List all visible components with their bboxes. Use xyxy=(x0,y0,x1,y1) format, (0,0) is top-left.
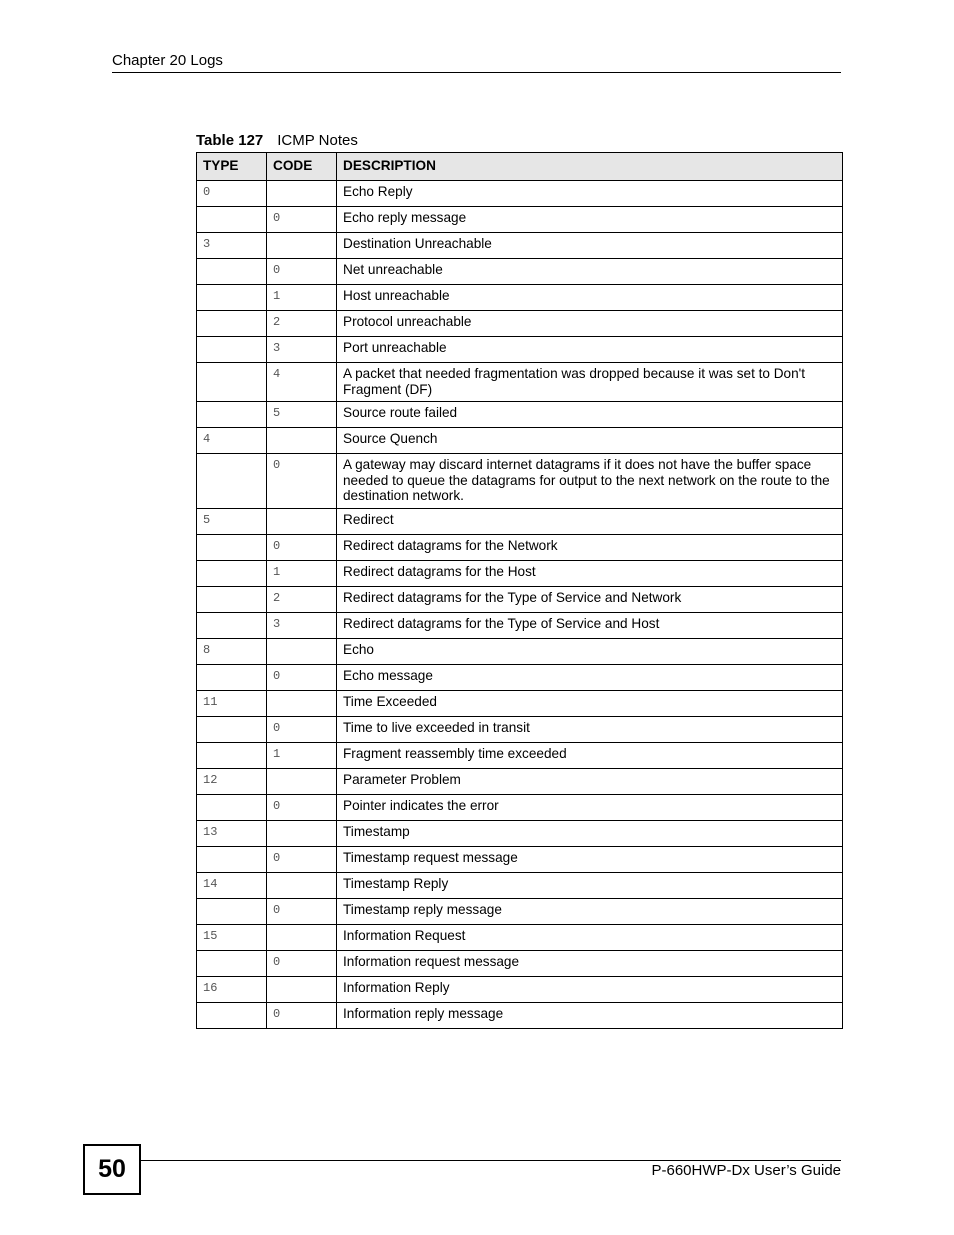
type-cell xyxy=(197,259,267,285)
table-row xyxy=(197,181,843,207)
code-cell: 0 xyxy=(267,898,337,924)
description-cell: Source route failed xyxy=(337,402,843,428)
description-cell: Port unreachable xyxy=(337,337,843,363)
description-cell: Pointer indicates the error xyxy=(337,794,843,820)
table-row xyxy=(197,508,843,534)
type-cell: 14 xyxy=(197,872,267,898)
table-row xyxy=(197,363,843,402)
description-cell: Time to live exceeded in transit xyxy=(337,716,843,742)
table-row xyxy=(197,311,843,337)
description-cell: Echo message xyxy=(337,664,843,690)
table-row xyxy=(197,402,843,428)
description-cell: Redirect datagrams for the Network xyxy=(337,534,843,560)
code-cell: 4 xyxy=(267,363,337,402)
table-label: Table 127 xyxy=(196,132,264,149)
table-row xyxy=(197,768,843,794)
description-cell: Protocol unreachable xyxy=(337,311,843,337)
description-cell: Net unreachable xyxy=(337,259,843,285)
table-row xyxy=(197,1002,843,1028)
chapter-title: Chapter 20 Logs xyxy=(112,52,223,69)
guide-title: P-660HWP-Dx User’s Guide xyxy=(651,1162,841,1179)
type-cell xyxy=(197,454,267,509)
code-cell: 0 xyxy=(267,1002,337,1028)
table-row xyxy=(197,846,843,872)
description-cell: Redirect datagrams for the Type of Service and Network xyxy=(337,586,843,612)
description-cell: Timestamp reply message xyxy=(337,898,843,924)
type-cell xyxy=(197,950,267,976)
type-cell: 8 xyxy=(197,638,267,664)
table-row xyxy=(197,428,843,454)
description-cell: Echo xyxy=(337,638,843,664)
code-cell: 1 xyxy=(267,560,337,586)
table-row xyxy=(197,664,843,690)
page-header xyxy=(112,52,841,73)
description-cell: Host unreachable xyxy=(337,285,843,311)
code-cell: 0 xyxy=(267,534,337,560)
table-row xyxy=(197,872,843,898)
column-header-description: DESCRIPTION xyxy=(337,153,843,181)
table-row xyxy=(197,586,843,612)
description-cell: A gateway may discard internet datagrams if it does not have the buffer space needed to queue the datagrams for output to the next network on the route to the destination network. xyxy=(337,454,843,509)
description-cell: Redirect datagrams for the Type of Service and Host xyxy=(337,612,843,638)
table-row xyxy=(197,207,843,233)
code-cell xyxy=(267,428,337,454)
description-cell: Redirect datagrams for the Host xyxy=(337,560,843,586)
type-cell xyxy=(197,402,267,428)
table-row xyxy=(197,612,843,638)
type-cell xyxy=(197,586,267,612)
code-cell xyxy=(267,638,337,664)
description-cell: Information Request xyxy=(337,924,843,950)
table-row xyxy=(197,820,843,846)
footer-rule xyxy=(141,1160,841,1161)
table-row xyxy=(197,950,843,976)
description-cell: Timestamp xyxy=(337,820,843,846)
table-row xyxy=(197,742,843,768)
type-cell xyxy=(197,612,267,638)
table-row xyxy=(197,924,843,950)
column-header-code: CODE xyxy=(267,153,337,181)
code-cell: 0 xyxy=(267,259,337,285)
code-cell: 0 xyxy=(267,664,337,690)
type-cell: 12 xyxy=(197,768,267,794)
type-cell xyxy=(197,534,267,560)
table-row xyxy=(197,560,843,586)
table-header xyxy=(197,153,843,181)
code-cell: 0 xyxy=(267,454,337,509)
table-row xyxy=(197,259,843,285)
table-row xyxy=(197,716,843,742)
page-footer xyxy=(83,1144,841,1196)
description-cell: Destination Unreachable xyxy=(337,233,843,259)
type-cell xyxy=(197,311,267,337)
table-body xyxy=(197,181,843,1029)
type-cell xyxy=(197,363,267,402)
code-cell: 0 xyxy=(267,716,337,742)
code-cell: 2 xyxy=(267,586,337,612)
code-cell: 0 xyxy=(267,207,337,233)
type-cell: 3 xyxy=(197,233,267,259)
icmp-notes-table xyxy=(196,152,843,1029)
code-cell: 5 xyxy=(267,402,337,428)
description-cell: Parameter Problem xyxy=(337,768,843,794)
code-cell xyxy=(267,872,337,898)
table-row xyxy=(197,976,843,1002)
description-cell: Echo reply message xyxy=(337,207,843,233)
code-cell: 0 xyxy=(267,950,337,976)
type-cell xyxy=(197,337,267,363)
table-row xyxy=(197,454,843,509)
code-cell xyxy=(267,924,337,950)
code-cell: 2 xyxy=(267,311,337,337)
table-row xyxy=(197,638,843,664)
type-cell xyxy=(197,1002,267,1028)
type-cell xyxy=(197,207,267,233)
type-cell xyxy=(197,846,267,872)
type-cell: 0 xyxy=(197,181,267,207)
code-cell xyxy=(267,820,337,846)
table-caption xyxy=(196,132,358,150)
type-cell xyxy=(197,716,267,742)
type-cell: 4 xyxy=(197,428,267,454)
type-cell xyxy=(197,794,267,820)
type-cell: 15 xyxy=(197,924,267,950)
type-cell: 5 xyxy=(197,508,267,534)
column-header-type: TYPE xyxy=(197,153,267,181)
code-cell xyxy=(267,690,337,716)
code-cell: 3 xyxy=(267,612,337,638)
description-cell: Information reply message xyxy=(337,1002,843,1028)
table-row xyxy=(197,898,843,924)
code-cell: 0 xyxy=(267,794,337,820)
description-cell: Echo Reply xyxy=(337,181,843,207)
code-cell: 0 xyxy=(267,846,337,872)
code-cell xyxy=(267,976,337,1002)
page-number: 50 xyxy=(83,1144,141,1195)
description-cell: Timestamp Reply xyxy=(337,872,843,898)
type-cell: 16 xyxy=(197,976,267,1002)
description-cell: Information Reply xyxy=(337,976,843,1002)
table-title: ICMP Notes xyxy=(277,132,358,149)
table-row xyxy=(197,337,843,363)
type-cell xyxy=(197,742,267,768)
type-cell xyxy=(197,898,267,924)
type-cell: 13 xyxy=(197,820,267,846)
type-cell xyxy=(197,285,267,311)
description-cell: Information request message xyxy=(337,950,843,976)
description-cell: Source Quench xyxy=(337,428,843,454)
type-cell: 11 xyxy=(197,690,267,716)
code-cell: 1 xyxy=(267,742,337,768)
code-cell xyxy=(267,768,337,794)
table-row xyxy=(197,794,843,820)
description-cell: Timestamp request message xyxy=(337,846,843,872)
description-cell: A packet that needed fragmentation was dropped because it was set to Don't Fragment (DF) xyxy=(337,363,843,402)
table-row xyxy=(197,690,843,716)
type-cell xyxy=(197,664,267,690)
type-cell xyxy=(197,560,267,586)
table-row xyxy=(197,285,843,311)
code-cell xyxy=(267,233,337,259)
description-cell: Time Exceeded xyxy=(337,690,843,716)
description-cell: Fragment reassembly time exceeded xyxy=(337,742,843,768)
table-header-row xyxy=(197,153,843,181)
table-row xyxy=(197,233,843,259)
code-cell: 3 xyxy=(267,337,337,363)
code-cell xyxy=(267,181,337,207)
table-row xyxy=(197,534,843,560)
code-cell xyxy=(267,508,337,534)
description-cell: Redirect xyxy=(337,508,843,534)
code-cell: 1 xyxy=(267,285,337,311)
